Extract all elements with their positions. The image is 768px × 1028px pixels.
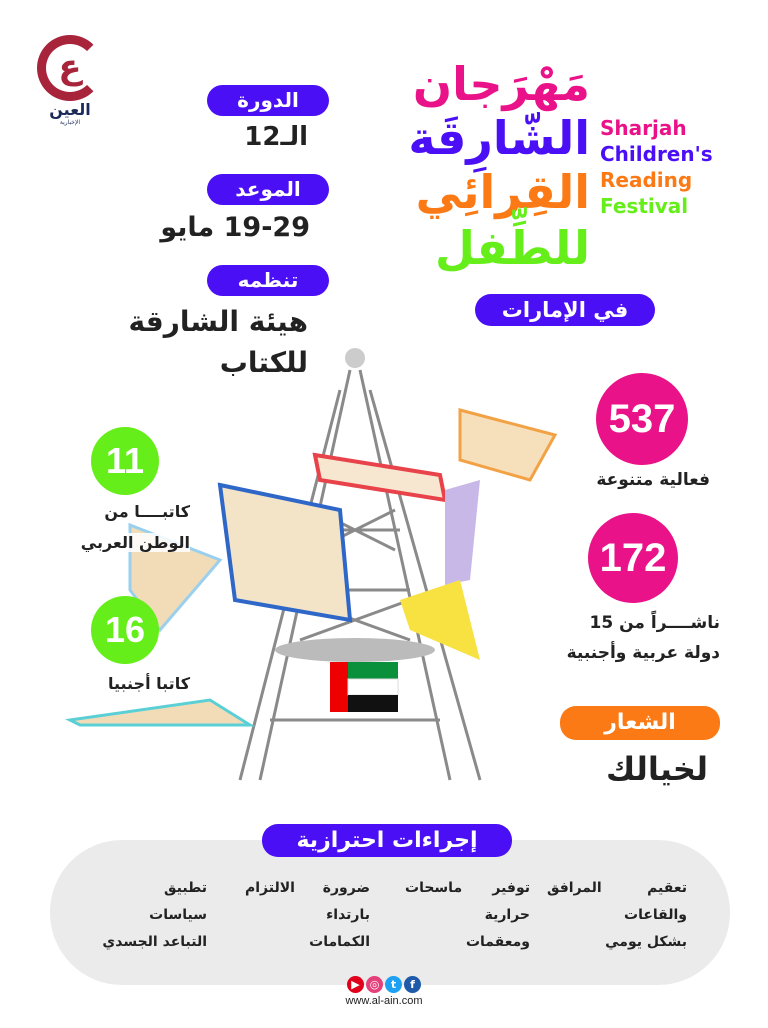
facebook-icon[interactable]: f: [404, 976, 421, 993]
title-ar-2: الشّارِقَة: [408, 111, 590, 165]
edition-label: الدورة: [207, 85, 329, 116]
events-count-badge: 537: [596, 373, 688, 465]
title-en-4: Festival: [600, 194, 689, 218]
arab-authors-count-badge: 11: [91, 427, 159, 495]
measure-line: تعقيم المرافق: [547, 880, 687, 896]
logo: [35, 35, 105, 135]
arab-authors-label-1: كاتبــــا من: [104, 502, 190, 521]
foreign-authors-label: كاتبا أجنبيا: [107, 674, 190, 693]
slogan-value: لخيالك: [606, 750, 708, 788]
measure-line: توفير ماسحات: [405, 880, 530, 896]
youtube-icon[interactable]: ▶: [347, 976, 364, 993]
date-label: الموعد: [207, 174, 329, 205]
title-ar-1: مَهْرَجان: [412, 57, 590, 111]
organizer-label: تنظمه: [207, 265, 329, 296]
foreign-authors-count-badge: 16: [91, 596, 159, 664]
arab-authors-label-2: الوطن العربي: [80, 533, 190, 552]
measure-line: بارتداء: [326, 907, 370, 923]
title-ar-3: القِرائِي: [415, 165, 590, 219]
measures-title: إجراءات احترازية: [262, 824, 512, 857]
measure-line: ضرورة الالتزام: [245, 880, 370, 896]
measure-line: سياسات: [149, 907, 207, 923]
organizer-line-2: للكتاب: [219, 346, 308, 379]
title-en-1: Sharjah: [600, 116, 687, 140]
slogan-label: الشعار: [560, 706, 720, 740]
organizer-line-1: هيئة الشارقة: [128, 305, 308, 338]
title-en-2: Children's: [600, 142, 713, 166]
publishers-count-badge: 172: [588, 513, 678, 603]
website-link[interactable]: www.al-ain.com: [345, 995, 423, 1007]
measure-line: والقاعات: [624, 907, 687, 923]
measure-sanitize: [547, 875, 687, 956]
measure-line: بشكل يومي: [605, 934, 687, 950]
location-badge: في الإمارات: [475, 294, 655, 326]
measure-line: التباعد الجسدي: [102, 934, 207, 950]
title-en-3: Reading: [600, 168, 693, 192]
date-value: 19-29 مايو: [160, 212, 310, 243]
logo-mark: ع: [37, 35, 103, 101]
measure-line: ومعقمات: [465, 934, 530, 950]
edition-value: الـ12: [244, 122, 308, 152]
title-ar-4: للطِّفل: [434, 221, 590, 275]
uae-flag-icon: [330, 662, 398, 712]
events-label: فعالية متنوعة: [596, 470, 710, 490]
publishers-label-2: دولة عربية وأجنبية: [566, 643, 720, 663]
publishers-label-1: ناشــــراً من 15: [589, 613, 720, 633]
measure-scanners: [405, 875, 530, 956]
social-links: [334, 973, 434, 993]
measure-line: تطبيق: [164, 880, 207, 896]
twitter-icon[interactable]: t: [385, 976, 402, 993]
tower-books-illustration: [60, 330, 580, 790]
measure-line: حرارية: [484, 907, 530, 923]
instagram-icon[interactable]: ◎: [366, 976, 383, 993]
measure-distancing: [72, 875, 207, 956]
logo-subtitle: الإخبارية: [59, 119, 81, 126]
measure-masks: [245, 875, 370, 956]
measure-line: الكمامات: [309, 934, 370, 950]
logo-name: العين: [49, 100, 91, 119]
